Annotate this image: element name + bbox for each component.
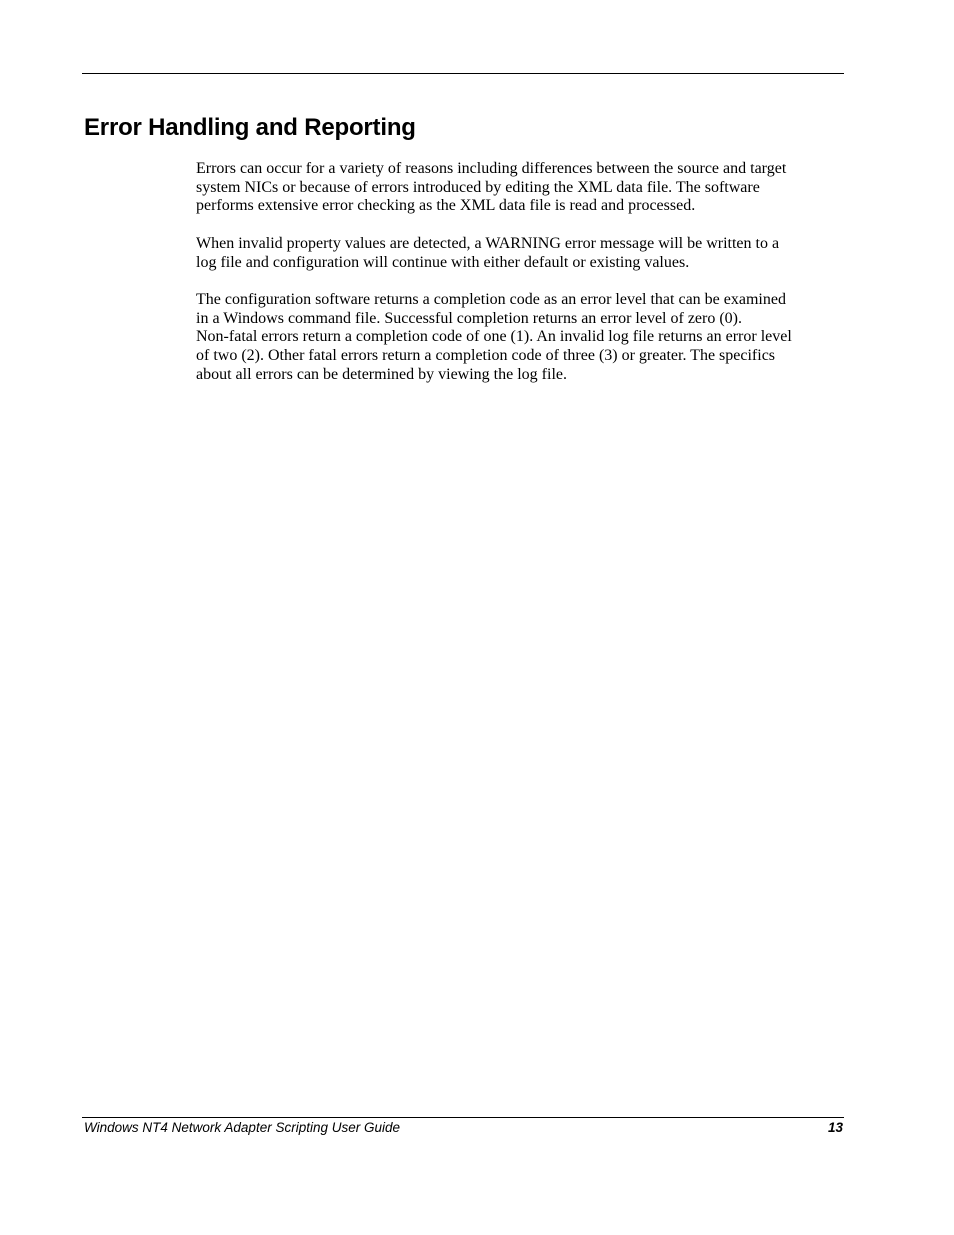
header-rule — [82, 73, 844, 74]
body-text — [196, 160, 844, 403]
paragraph-completion-codes — [196, 291, 844, 385]
text-line: system NICs or because of errors introduced by editing the XML data file. The software — [196, 178, 760, 196]
text-line: of two (2). Other fatal errors return a completion code of three (3) or greater. The specifics — [196, 347, 776, 364]
footer-rule — [82, 1117, 844, 1118]
paragraph-warnings — [196, 235, 844, 272]
text-line: When invalid property values are detected, a WARNING error message will be written to a — [196, 234, 780, 252]
section-heading: Error Handling and Reporting — [84, 114, 416, 141]
footer-page-number: 13 — [827, 1120, 843, 1135]
text-line: Errors can occur for a variety of reasons including differences between the source and target — [196, 160, 787, 177]
text-line: log file and configuration will continue with either default or existing values. — [196, 253, 690, 271]
paragraph-error-causes — [196, 160, 844, 216]
text-line: Non-fatal errors return a completion code of one (1). An invalid log file returns an error level — [196, 328, 792, 346]
text-line: The configuration software returns a completion code as an error level that can be examined — [196, 290, 786, 308]
text-line: in a Windows command file. Successful completion returns an error level of zero (0). — [196, 309, 742, 327]
footer-document-title: Windows NT4 Network Adapter Scripting User Guide — [84, 1120, 400, 1135]
text-line: performs extensive error checking as the XML data file is read and processed. — [196, 197, 696, 215]
text-line: about all errors can be determined by viewing the log file. — [196, 365, 567, 383]
